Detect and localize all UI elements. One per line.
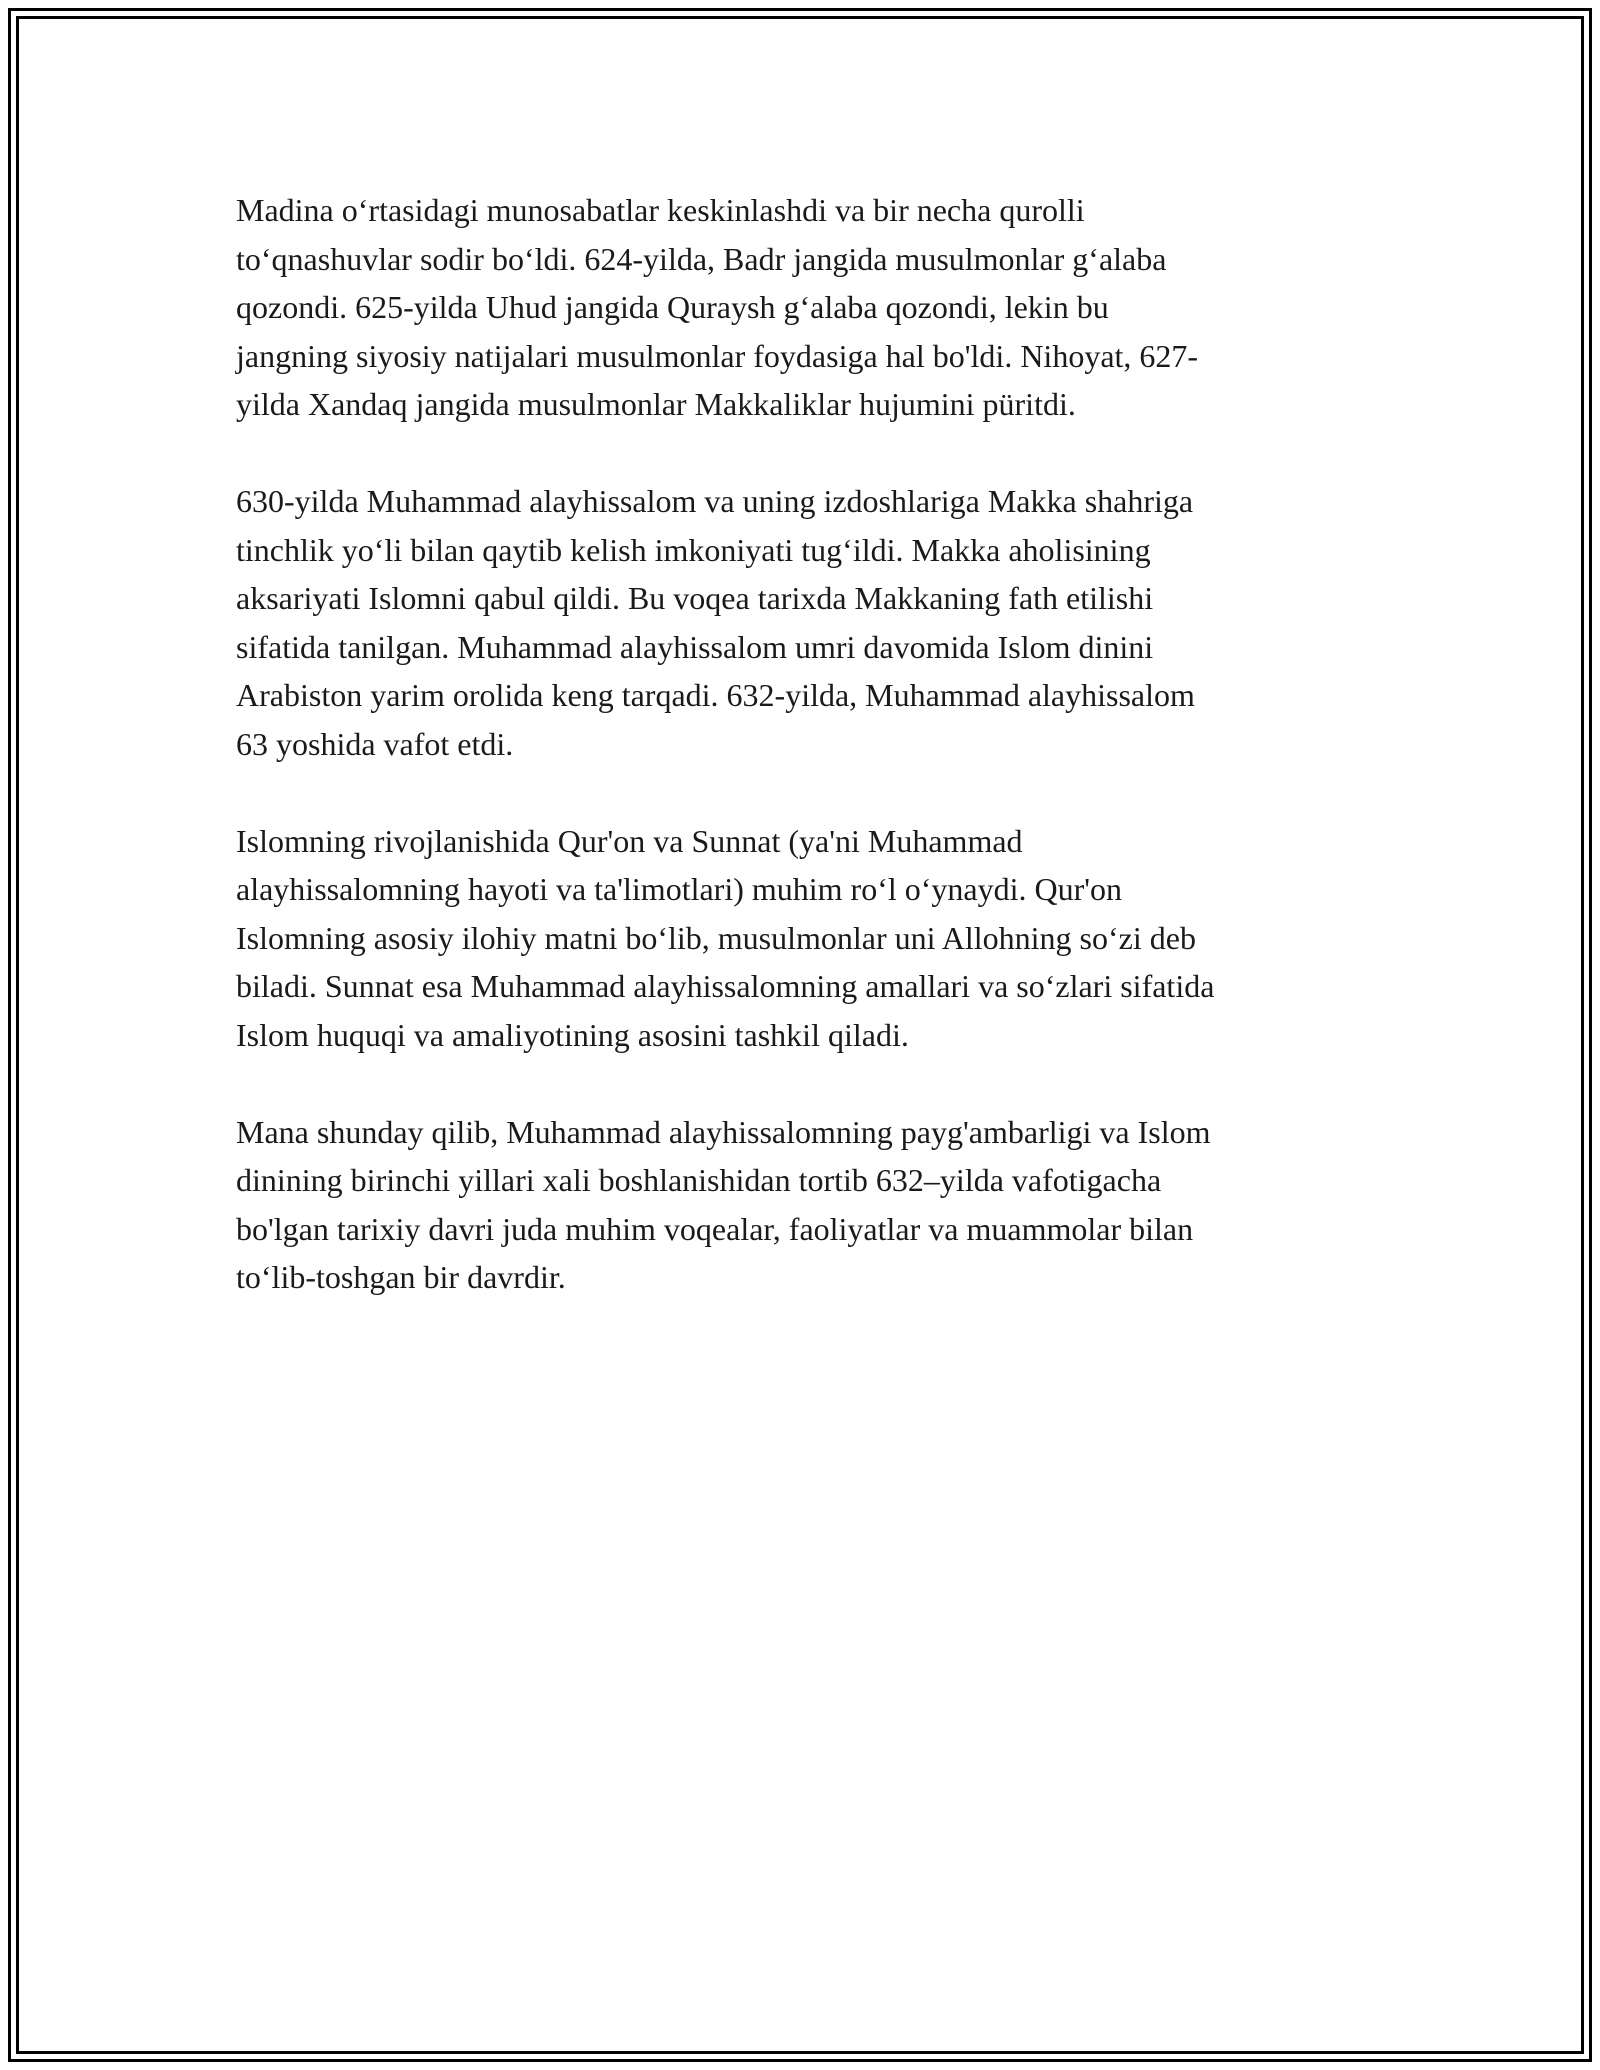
document-body	[236, 186, 1366, 1350]
paragraph-battles: Madina o‘rtasidagi munosabatlar keskinlashdi va bir necha qurolli to‘qnashuvlar sodir bo‘ldi. 624-yilda, Badr jangida musulmonlar g‘alaba qozondi. 625-yilda Uhud jangida Quraysh g‘alaba qozondi, lekin bu jangning siyosiy natijalari musulmonlar foydasiga hal bo'ldi. Nihoyat, 627- yilda Xandaq jangida musulmonlar Makkaliklar hujumini püritdi.	[236, 192, 1199, 422]
paragraph-quran-and-sunnah: Islomning rivojlanishida Qur'on va Sunnat (ya'ni Muhammad alayhissalomning hayoti va ta'limotlari) muhim ro‘l o‘ynaydi. Qur'on Islomning asosiy ilohiy matni bo‘lib, musulmonlar uni Allohning so‘zi deb biladi. Sunnat esa Muhammad alayhissalomning amallari va so‘zlari sifatida Islom huquqi va amaliyotining asosini tashkil qiladi.	[236, 822, 1215, 1053]
paragraph-conclusion: Mana shunday qilib, Muhammad alayhissalomning payg'ambarligi va Islom dinining birinchi yillari xali boshlanishidan tortib 632–yilda vafotigacha bo'lgan tarixiy davri juda muhim voqealar, faoliyatlar va muammolar bilan to‘lib-toshgan bir davrdir.	[236, 1113, 1211, 1295]
paragraph-conquest-of-makka: 630-yilda Muhammad alayhissalom va uning izdoshlariga Makka shahriga tinchlik yo‘li bilan qaytib kelish imkoniyati tug‘ildi. Makka aholisining aksariyati Islomni qabul qildi. Bu voqea tarixda Makkaning fath etilishi sifatida tanilgan. Muhammad alayhissalom umri davomida Islom dinini Arabiston yarim orolida keng tarqadi. 632-yilda, Muhammad alayhissalom 63 yoshida vafot etdi.	[236, 483, 1195, 762]
